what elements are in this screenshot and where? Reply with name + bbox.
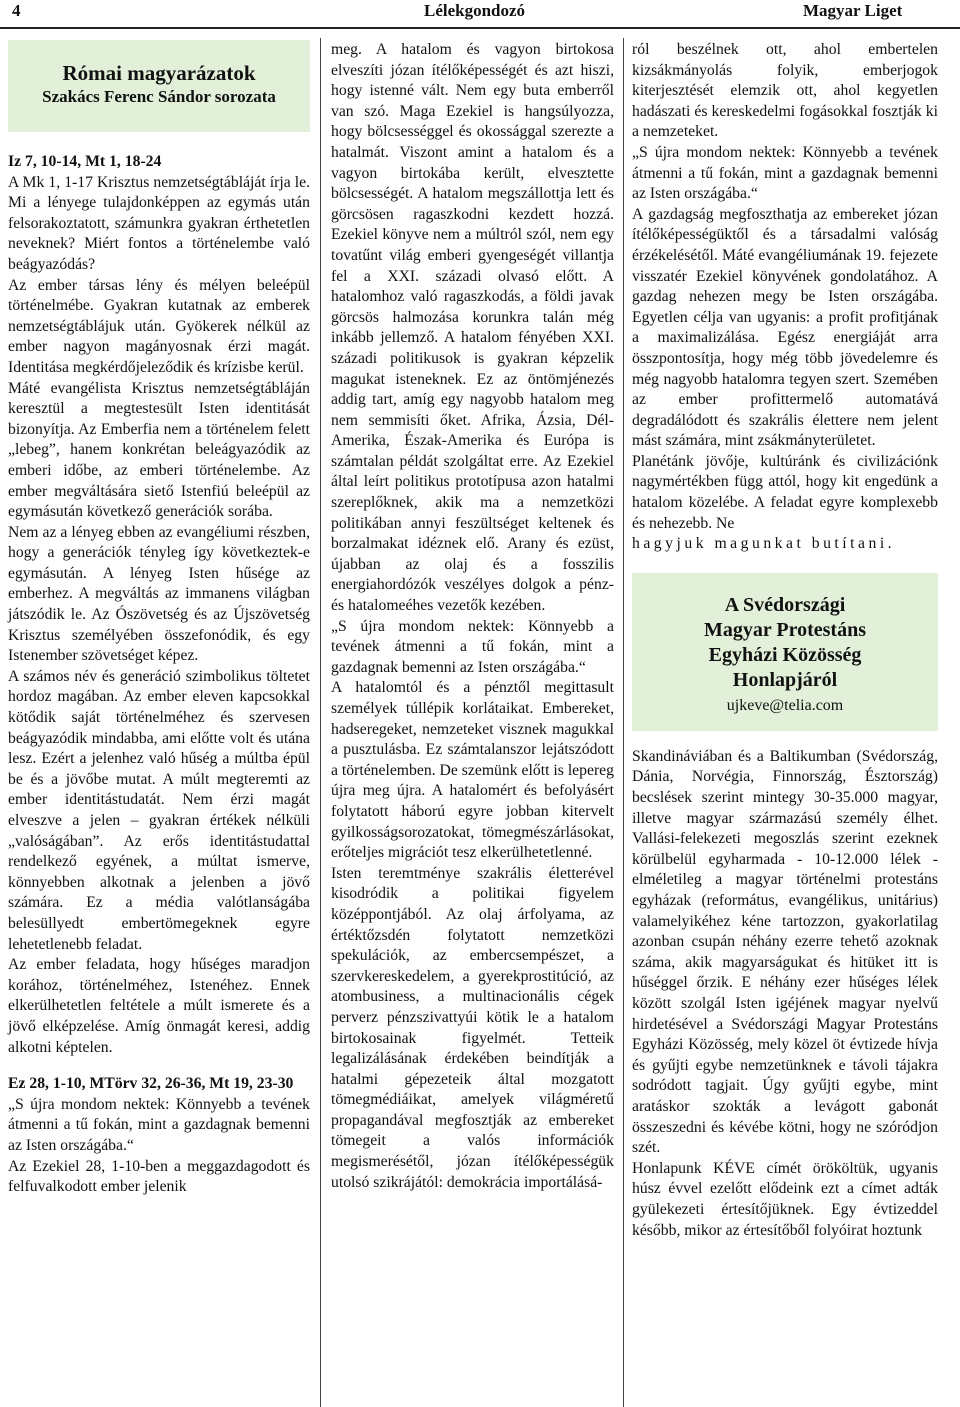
paragraph: A Mk 1, 1-17 Krisztus nemzetségtábláját írja le. Mi a lényege tulajdonképpen az egymás után felsorakoztatott, számunkra gyakran érthetetlen neveknek? Miért fontos a történelembe való beágyazódás? (8, 173, 310, 273)
page-number: 4 (12, 1, 21, 20)
paragraph: A számos név és generáció szimbolikus töltetet hordoz magában. Az ember eleven kapcsokkal kötődik saját történelméhez és szervesen beágyazódik mindabba, ami előtte volt és utána lesz. Ezért a jelenhez való hűség a múltba épül be és a jövőbe mutat. A múlt megteremti az ember identitástudatát. Nem érzi magát elveszve a jelen – gyakran értékek nélküli „valóságában”. Az erős identitástudattal rendelkező egyének, a múltat ismerve, könnyebben alkotnak a jelenben a jövő számára. Ez a média valótlanságába belesüllyedt embertömegeknek egyre lehetetlenebb feladat. (8, 667, 310, 953)
column-1 (8, 40, 310, 1198)
paragraph: Skandináviában és a Baltikumban (Svédország, Dánia, Norvégia, Finnország, Észtország) becslések szerint mintegy 30-35.000 magyar, illetve magyar származású személy élhet. Vallási-felekezeti megoszlás szerint ezeknek körülbelül egyharmada - 10-12.000 lélek - elméletileg a magyar történelmi protestáns egyházak (református, evangélikus, unitárius) valamelyikéhez kéne tartozzon, gyakorlatilag azonban csupán néhány ezerre tehető azoknak száma, akik magyarságukat és hitüket itt is hűséggel őrzik. E néhány ezer hűséges lélek között szolgál Isten igéjének magyar nyelvű hirdetésével a Svédországi Magyar Protestáns Egyházi Közösség, mely közel öt évtizede hívja és gyűjti egybe nemzetünknek e távoli tájakra sodródott tagjait. Úgy gyűjti egybe, mint aratáskor szokták a levágott gabonát összeszedni és kévébe kötni, hogy ne szóródjon szét. (632, 747, 938, 1157)
box-title-line: A Svédországi (724, 593, 846, 616)
article-title: Római magyarázatok (62, 61, 256, 85)
paragraph: Honlapunk KÉVE címét örököltük, ugyanis húsz évvel ezelőtt elődeink ezt a címet adták gyülekezeti értesítőjüknek. Egy évtizeddel később, mikor az értesítőből folyóirat hoztunk (632, 1159, 938, 1239)
paragraph: ról beszélnek ott, ahol embertelen kizsákmányolás folyik, emberjogok kiterjesztését elemzik ott, ahol kegyetlen hadászati és kereskedelmi fogásokkal fosztják ki a nemzeteket. (632, 41, 938, 141)
column-divider-2 (623, 38, 624, 1407)
paragraph: Nem az a lényeg ebben az evangéliumi részben, hogy a generációk tényleg így következtek-e egymásután. A lényeg Isten hűsége az emberhez. A megváltás az immanens világban játszódik le. Az Ószövetség és az Újszövetség Krisztus személyében összefonódik, és egy Istenember szövetséget képez. (8, 523, 310, 665)
paragraph: Az ember társas lény és mélyen beleépül történelmébe. Gyakran kutatnak az emberek nemzetségtáblájuk után. Gyökerek nélkül az ember nagyon magányosnak érzi magát. Identitása megkérdőjeleződik és krízisbe kerül. (8, 276, 310, 376)
quote: „S újra mondom nektek: Könnyebb a tevének átmenni a tű fokán, mint a gazdagnak bemenni az Isten országába.“ (632, 143, 938, 203)
paragraph: meg. A hatalom és vagyon birtokosa elveszíti józan ítélőképességét és azt hiszi, hogy istenné vált. Nem egy buta emberről van szó. Maga Ezekiel is hangsúlyozza, hogy bölcsességgel és okossággal szerezte a hatalmát. Viszont amint a hatalom és a vagyon birtokába került, elvesztette bölcsességét. A hatalom megszállottja lett és görcsösen ragaszkodni kezdett hozzá. Ezekiel könyve nem a múltról szól, nem egy tovatűnt világ emberi gyengeségét villantja fel a XXI. századi olvasó előtt. A hatalomhoz való ragaszkodás, a földi javak görcsös halmozása korunkra talán még inkább jellemző. A hatalom fényében XXI. századi politikusok is gyakran képzelik magukat isteneknek. Ez az öntömjénezés addig tart, amíg egy nagyobb hatalom meg nem semmisíti őket. Afrika, Ázsia, Dél-Amerika, Észak-Amerika és Európa is számtalan példát szolgáltat erre. Az Ezekiel által leírt politikus prototípusa azon hatalmi szereplőknek, akik ma a nemzetközi politikában annyi feszültséget keltenek és borzalmakat idéznek elő. Arany és ezüst, újabban az olaj és a fosszilis energiahordózók veszélyes dolgok a pénz- és hatalomeéhes vezetők kezében. (331, 41, 614, 615)
header-divider (0, 27, 960, 29)
quote: „S újra mondom nektek: Könnyebb a tevének átmenni a tű fokán, mint a gazdagnak bemenni az Isten országába.“ (331, 617, 614, 676)
paragraph: A hatalomtól és a pénztől megittasult személyek túllépik korlátaikat. Embereket, hadseregeket, nemzeteket visznek magukkal a pusztulásba. Ez számtalanszor lejátszódott a történelemben. De szemünk előtt is lepereg újra meg újra. A hatalomért és befolyásért folytatott háború egyre jobban kitervelt gyilkosságsorozatokat, tömegmészárlásokat, erőteljes migrációt tesz elkerülhetetlenné. (331, 679, 614, 862)
spaced-text: hagyjuk magunkat butítani. (632, 535, 896, 553)
paragraph: A gazdagság megfoszthatja az embereket józan ítélőképességüktől és a társadalmi valóság érzékelésétől. Máté evangéliumának 19. fejezete visszatér Ezekiel könyvének gondolatához. A gazdag nehezen megy be Isten országába. Egyetlen célja van ugyanis: a profit profitjának a maximalizálása. Egész energiáját arra összpontosítja, hogy még több jövedelemre és még nagyobb hatalomra tegyen szert. Szemében az ember profittermelő automatává degradálódott és szakrális élettere nem jelent mást számára, mint zsákmányterületet. (632, 205, 938, 450)
quote: „S újra mondom nektek: Könnyebb a tevének átmenni a tű fokán, mint a gazdagnak bemenni az Isten országába.“ (8, 1095, 310, 1154)
article-subtitle: Szakács Ferenc Sándor sorozata (42, 87, 276, 106)
article-title-box (8, 40, 310, 132)
page-header (0, 0, 960, 24)
column-3 (632, 40, 938, 1241)
scripture-reference: Ez 28, 1-10, MTörv 32, 26-36, Mt 19, 23-30 (8, 1075, 294, 1093)
email-link[interactable]: ujkeve@telia.com (726, 696, 844, 714)
section-title: Lélekgondozó (424, 1, 526, 20)
box-title-line: Honlapjáról (732, 668, 838, 691)
box-title-line: Magyar Protestáns (703, 618, 866, 641)
scripture-reference: Iz 7, 10-14, Mt 1, 18-24 (8, 153, 162, 170)
paragraph: Máté evangélista Krisztus nemzetségtábláján keresztül a megtestesült Isten identitását bizonyítja. Az Emberfia nem a történelem felett „lebeg”, hanem konkrétan beleágyazódik az emberi időbe, az emberi történelembe. Az ember megváltására siető Istenfiú beleépül az egymásután következő generációk sorába. (8, 379, 310, 521)
column-2 (331, 40, 614, 1193)
church-title-box (632, 573, 938, 731)
box-title-line: Egyházi Közösség (708, 643, 862, 666)
paragraph: Planétánk jövője, kultúránk és civilizációnk nagymértékben függ attól, hogy kit engedünk a hatalom közelébe. A feladat egyre komplexebb és nehezebb. Ne (632, 452, 938, 532)
publication-title: Magyar Liget (803, 1, 903, 20)
paragraph: Az ember feladata, hogy hűséges maradjon korához, történelméhez, Istenéhez. Ennek elkerülhetetlen feltétele a múlt ismerete és a jövő elképzelése. Amíg önmagát keresi, addig alkotni képtelen. (8, 956, 310, 1056)
column-divider-1 (320, 38, 321, 1407)
paragraph: Isten teremtménye szakrális életterével kisodródik a politikai figyelem középpontjából. Az olaj árfolyama, az értéktőzsdén folytatott nemzetközi spekulációk, az embercsempészet, a szervkereskedelem, a gyerekprostitúció, az atombusiness, a multinacionális cégek perverz pénzszivattyúi kötik le a hatalom birtokosainak figyelmét. Tetteik legalizálásának érdekében beindítják a hatalmi gépezeteik által mozgatott tömegmédiáikat, amelyek világméretű propagandával megfosztják az embereket tömegeit a valós információk megismerésétől, józan ítélőképességük utolsó szikrájától: demokrácia importálásá- (331, 864, 614, 1191)
paragraph: Az Ezekiel 28, 1-10-ben a meggazdagodott és felfuvalkodott ember jelenik (8, 1157, 310, 1196)
